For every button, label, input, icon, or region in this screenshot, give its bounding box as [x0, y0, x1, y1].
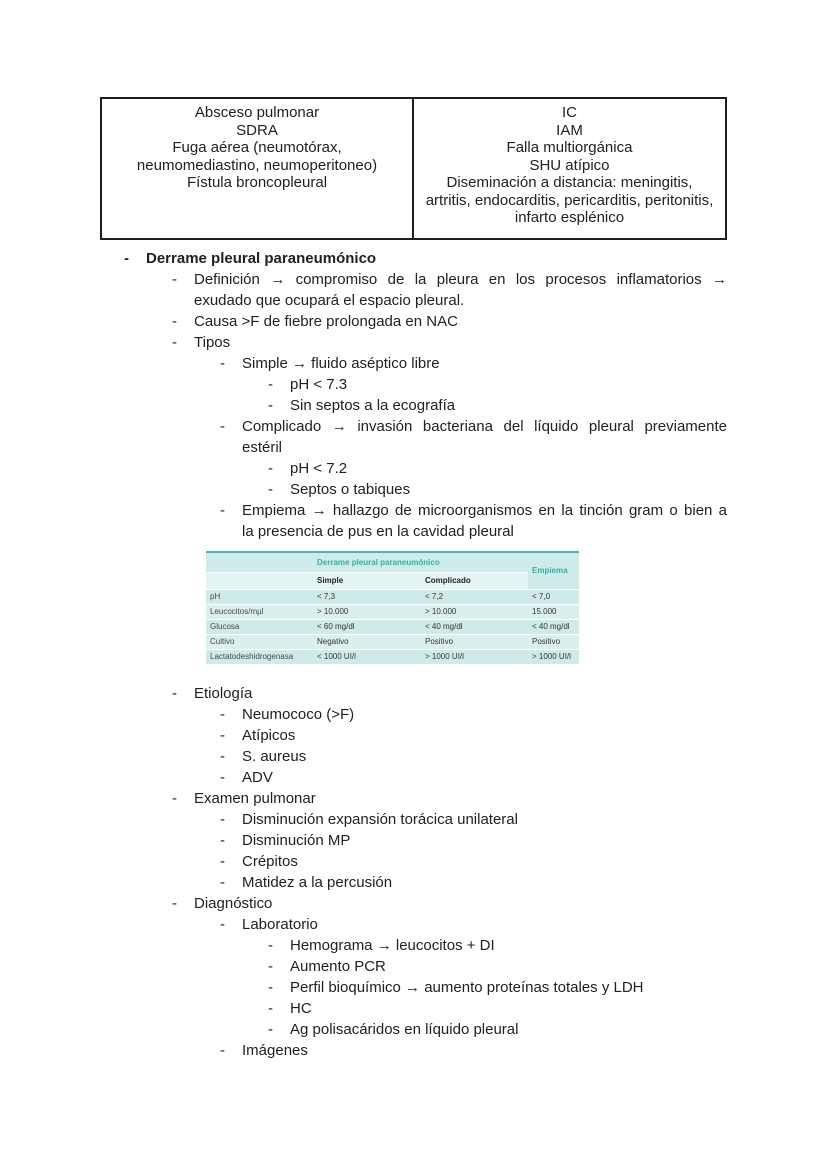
bullet-text: Hemograma → leucocitos + DI: [290, 937, 495, 954]
bullet-text: Empiema → hallazgo de microorganismos en la tinción gram o bien a: [242, 502, 727, 519]
bullet-item: [100, 977, 727, 998]
bullet-text: Crépitos: [242, 853, 298, 870]
bullet-item: [100, 893, 727, 914]
lab-table-empty-cell: [206, 572, 313, 589]
bullet-text: Complicado → invasión bacteriana del líquido pleural previamente: [242, 418, 727, 435]
table-line: Absceso pulmonar: [194, 104, 320, 121]
lab-table-empty-cell: [206, 552, 313, 572]
bullet-text: Neumococo (>F): [242, 706, 355, 723]
lab-table-group-header-row: [206, 552, 579, 572]
bullet-item: [100, 479, 727, 500]
bullet-item: [100, 500, 727, 542]
bullet-text: Sin septos a la ecografía: [290, 397, 456, 414]
table-line: Falla multiorgánica: [506, 139, 633, 156]
bullet-item: [100, 767, 727, 788]
bullet-item: [100, 809, 727, 830]
bullet-dash: -: [124, 250, 129, 267]
lab-cell: Negativo: [313, 634, 421, 649]
bullet-dash: -: [220, 1042, 225, 1059]
bullet-dash: -: [172, 271, 177, 288]
lab-table-row: [206, 604, 579, 619]
bullet-text: Causa >F de fiebre prolongada en NAC: [194, 313, 458, 330]
bullet-text: S. aureus: [242, 748, 307, 765]
bullet-item: [100, 872, 727, 893]
bullet-text: Definición → compromiso de la pleura en los procesos inflamatorios →: [194, 271, 727, 288]
table-line: IAM: [556, 121, 583, 139]
table-line: SDRA: [236, 121, 278, 139]
lab-cell: < 7,2: [421, 589, 528, 604]
bullet-item: [100, 395, 727, 416]
bullet-dash: -: [268, 481, 273, 498]
bullet-item: [100, 935, 727, 956]
lab-cell: < 60 mg/dl: [313, 619, 421, 634]
lab-cell: < 40 mg/dl: [421, 619, 528, 634]
bullet-dash: -: [268, 937, 273, 954]
lab-row-label: Cultivo: [206, 634, 313, 649]
bullet-item: [100, 374, 727, 395]
bullet-dash: -: [220, 355, 225, 372]
lab-cell: > 1000 UI/l: [528, 649, 579, 664]
lab-cell: > 10.000: [313, 604, 421, 619]
bullet-dash: -: [268, 397, 273, 414]
lab-table-col-complicado: Complicado: [421, 572, 528, 589]
lab-row-label: Glucosa: [206, 619, 313, 634]
bullet-dash: -: [220, 418, 225, 435]
bullet-text: Septos o tabiques: [290, 481, 411, 498]
complications-table-left-cell: [102, 99, 414, 238]
lab-table-row: [206, 634, 579, 649]
lab-cell: < 7,0: [528, 589, 579, 604]
bullet-text: Derrame pleural paraneumónico: [146, 250, 377, 267]
bullet-dash: -: [220, 706, 225, 723]
bullet-text: HC: [290, 1000, 312, 1017]
bullet-text: pH < 7.3: [290, 376, 348, 393]
bullet-item: [100, 788, 727, 809]
bullet-text: Diagnóstico: [194, 895, 273, 912]
bullet-item: [100, 416, 727, 458]
bullet-dash: -: [172, 790, 177, 807]
table-line: SHU atípico: [529, 156, 610, 174]
bullet-item: [100, 1040, 727, 1061]
outline-section-bottom: [100, 683, 727, 1061]
bullet-dash: -: [220, 769, 225, 786]
bullet-item: [100, 851, 727, 872]
bullet-dash: -: [268, 1021, 273, 1038]
bullet-text: Aumento PCR: [290, 958, 386, 975]
pleural-effusion-lab-table: [206, 551, 579, 665]
bullet-item: [100, 914, 727, 935]
bullet-text: ADV: [242, 769, 273, 786]
bullet-dash: -: [220, 874, 225, 891]
bullet-dash: -: [268, 979, 273, 996]
bullet-text: Laboratorio: [242, 916, 318, 933]
bullet-dash: -: [220, 916, 225, 933]
bullet-item: [100, 332, 727, 353]
bullet-dash: -: [172, 313, 177, 330]
bullet-text: Disminución expansión torácica unilateral: [242, 811, 518, 828]
bullet-item: [100, 725, 727, 746]
lab-table-subheader-row: [206, 572, 579, 589]
bullet-item: [100, 956, 727, 977]
lab-cell: Positivo: [528, 634, 579, 649]
bullet-dash: -: [268, 460, 273, 477]
bullet-text: Ag polisacáridos en líquido pleural: [290, 1021, 519, 1038]
lab-table-group-header: Derrame pleural paraneumónico: [313, 552, 528, 572]
lab-table-row: [206, 589, 579, 604]
bullet-item: [100, 248, 727, 269]
bullet-item: [100, 683, 727, 704]
bullet-text: Imágenes: [242, 1042, 308, 1059]
bullet-item: [100, 353, 727, 374]
bullet-text: Atípicos: [242, 727, 296, 744]
lab-cell: > 10.000: [421, 604, 528, 619]
lab-row-label: Lactatodeshidrogenasa: [206, 649, 313, 664]
bullet-dash: -: [268, 1000, 273, 1017]
outline-section-top: [100, 248, 727, 542]
bullet-text: Etiología: [194, 685, 253, 702]
bullet-text: Simple → fluido aséptico libre: [242, 355, 440, 372]
bullet-dash: -: [220, 727, 225, 744]
lab-cell: Positivo: [421, 634, 528, 649]
bullet-item: [100, 830, 727, 851]
lab-cell: 15.000: [528, 604, 579, 619]
bullet-text: Examen pulmonar: [194, 790, 316, 807]
lab-cell: < 40 mg/dl: [528, 619, 579, 634]
bullet-item: [100, 746, 727, 767]
bullet-text: Tipos: [194, 334, 231, 351]
bullet-dash: -: [268, 376, 273, 393]
table-line: Diseminación a distancia: meningitis, artritis, endocarditis, pericarditis, peritonitis, infarto esplénico: [425, 174, 714, 226]
table-line: Fístula broncopleural: [186, 174, 328, 191]
bullet-dash: -: [172, 895, 177, 912]
complications-table: [100, 97, 727, 240]
lab-row-label: Leucocitos/mµl: [206, 604, 313, 619]
bullet-text: Matidez a la percusión: [242, 874, 393, 891]
bullet-item: [100, 1019, 727, 1040]
bullet-dash: -: [220, 748, 225, 765]
bullet-dash: -: [220, 832, 225, 849]
bullet-text: Disminución MP: [242, 832, 351, 849]
bullet-item: [100, 311, 727, 332]
lab-cell: < 1000 UI/l: [313, 649, 421, 664]
lab-table-row: [206, 619, 579, 634]
bullet-dash: -: [268, 958, 273, 975]
table-line: Fuga aérea (neumotórax, neumomediastino, neumoperitoneo): [136, 139, 378, 174]
bullet-item: [100, 269, 727, 311]
bullet-text: pH < 7.2: [290, 460, 348, 477]
lab-cell: > 1000 UI/l: [421, 649, 528, 664]
bullet-item: [100, 998, 727, 1019]
bullet-dash: -: [172, 334, 177, 351]
bullet-dash: -: [220, 811, 225, 828]
bullet-dash: -: [172, 685, 177, 702]
bullet-text: exudado que ocupará el espacio pleural.: [194, 292, 465, 309]
bullet-text: la presencia de pus en la cavidad pleural: [242, 523, 514, 540]
lab-table-col-empiema: Empiema: [528, 552, 579, 589]
lab-cell: < 7,3: [313, 589, 421, 604]
table-line: IC: [562, 104, 577, 121]
complications-table-right-cell: [414, 99, 725, 238]
bullet-text: Perfil bioquímico → aumento proteínas totales y LDH: [290, 979, 644, 996]
lab-table-col-simple: Simple: [313, 572, 421, 589]
bullet-dash: -: [220, 502, 225, 519]
lab-row-label: pH: [206, 589, 313, 604]
lab-table-row: [206, 649, 579, 664]
bullet-item: [100, 458, 727, 479]
bullet-dash: -: [220, 853, 225, 870]
bullet-item: [100, 704, 727, 725]
bullet-text: estéril: [242, 439, 283, 456]
